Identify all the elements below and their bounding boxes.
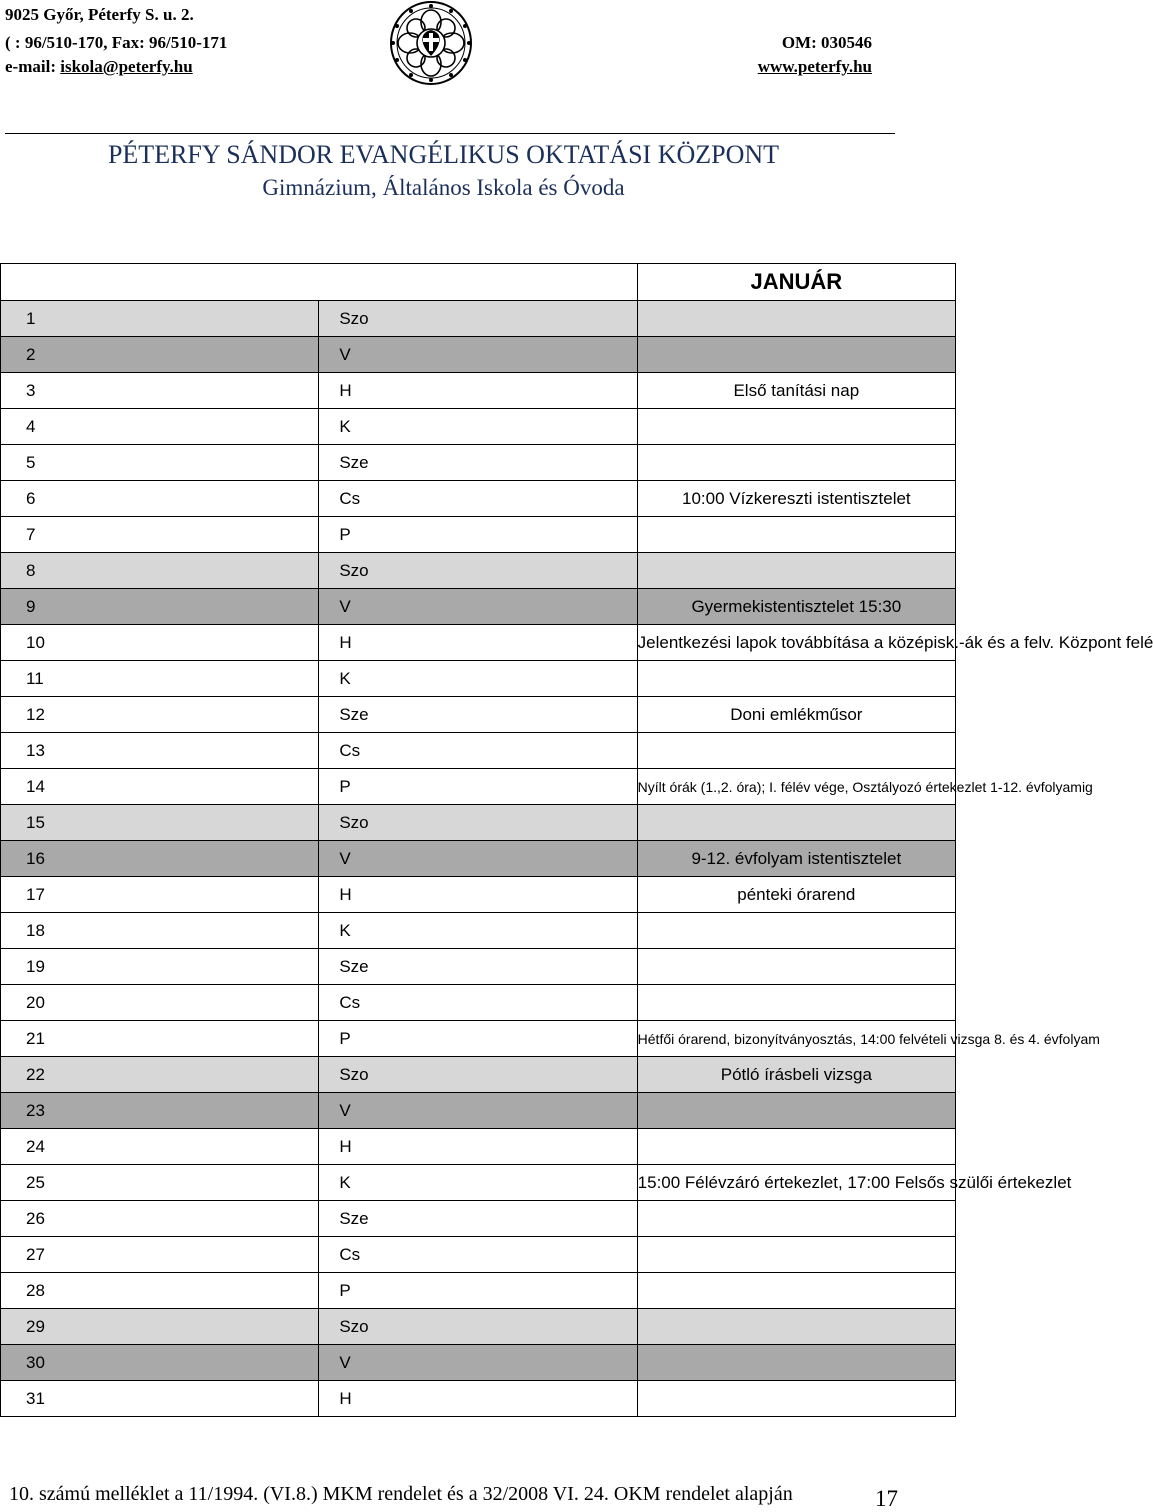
- day-number: 11: [1, 661, 319, 697]
- page-number: 17: [875, 1486, 898, 1511]
- weekday-label: Cs: [319, 481, 637, 517]
- event-text: [637, 1093, 955, 1129]
- table-row: [1, 1345, 956, 1381]
- event-text: [637, 553, 955, 589]
- table-row: [1, 1129, 956, 1165]
- table-row: [1, 1237, 956, 1273]
- day-number: 30: [1, 1345, 319, 1381]
- weekday-label: K: [319, 409, 637, 445]
- weekday-label: Szo: [319, 1057, 637, 1093]
- month-header-row: [1, 264, 956, 301]
- day-number: 23: [1, 1093, 319, 1129]
- day-number: 4: [1, 409, 319, 445]
- day-number: 29: [1, 1309, 319, 1345]
- weekday-label: K: [319, 661, 637, 697]
- day-number: 16: [1, 841, 319, 877]
- table-row: [1, 589, 956, 625]
- calendar-table: [0, 263, 1153, 1417]
- weekday-label: Sze: [319, 949, 637, 985]
- event-text: Első tanítási nap: [637, 373, 955, 409]
- weekday-label: H: [319, 1381, 637, 1417]
- weekday-label: Szo: [319, 805, 637, 841]
- email-label: e-mail:: [5, 57, 61, 76]
- weekday-label: V: [319, 1093, 637, 1129]
- event-text: [637, 1381, 955, 1417]
- weekday-label: H: [319, 1129, 637, 1165]
- table-row: [1, 373, 956, 409]
- table-row: [1, 1201, 956, 1237]
- table-row: [1, 445, 956, 481]
- month-title: JANUÁR: [637, 264, 955, 301]
- day-number: 22: [1, 1057, 319, 1093]
- table-row: [1, 985, 956, 1021]
- event-text: [637, 517, 955, 553]
- table-row: [1, 1273, 956, 1309]
- day-number: 27: [1, 1237, 319, 1273]
- event-text: 15:00 Félévzáró értekezlet, 17:00 Felsős szülői értekezlet: [637, 1165, 955, 1201]
- day-number: 15: [1, 805, 319, 841]
- table-row: [1, 805, 956, 841]
- day-number: 5: [1, 445, 319, 481]
- day-number: 17: [1, 877, 319, 913]
- day-number: 24: [1, 1129, 319, 1165]
- weekday-label: V: [319, 337, 637, 373]
- table-row: [1, 661, 956, 697]
- weekday-label: Cs: [319, 733, 637, 769]
- table-row: [1, 1309, 956, 1345]
- weekday-label: P: [319, 517, 637, 553]
- table-row: [1, 841, 956, 877]
- weekday-label: K: [319, 913, 637, 949]
- weekday-label: Szo: [319, 553, 637, 589]
- email-line: [5, 57, 193, 77]
- address: 9025 Győr, Péterfy S. u. 2.: [5, 5, 194, 24]
- event-text: [637, 805, 955, 841]
- event-text: [637, 1201, 955, 1237]
- weekday-label: V: [319, 589, 637, 625]
- table-row: [1, 1381, 956, 1417]
- lutheran-rose-seal-icon: [389, 0, 473, 86]
- weekday-label: P: [319, 1021, 637, 1057]
- month-header-blank: [1, 264, 638, 301]
- weekday-label: P: [319, 769, 637, 805]
- institution-subtitle: Gimnázium, Általános Iskola és Óvoda: [262, 175, 625, 200]
- event-text: Jelentkezési lapok továbbítása a középisk.-ák és a felv. Központ felé: [637, 625, 955, 661]
- table-row: [1, 1093, 956, 1129]
- day-number: 7: [1, 517, 319, 553]
- event-text: [637, 661, 955, 697]
- event-text: [637, 445, 955, 481]
- table-row: [1, 301, 956, 337]
- weekday-label: H: [319, 877, 637, 913]
- table-row: [1, 625, 956, 661]
- table-row: [1, 949, 956, 985]
- weekday-label: Cs: [319, 1237, 637, 1273]
- table-row: [1, 769, 956, 805]
- day-number: 26: [1, 1201, 319, 1237]
- weekday-label: Sze: [319, 697, 637, 733]
- day-number: 21: [1, 1021, 319, 1057]
- weekday-label: H: [319, 373, 637, 409]
- day-number: 1: [1, 301, 319, 337]
- weekday-label: V: [319, 841, 637, 877]
- event-text: Hétfői órarend, bizonyítványosztás, 14:00 felvételi vizsga 8. és 4. évfolyam: [637, 1021, 955, 1057]
- event-text: [637, 1273, 955, 1309]
- event-text: [637, 301, 955, 337]
- day-number: 13: [1, 733, 319, 769]
- table-row: [1, 913, 956, 949]
- day-number: 14: [1, 769, 319, 805]
- day-number: 6: [1, 481, 319, 517]
- website-link[interactable]: www.peterfy.hu: [757, 57, 872, 76]
- table-row: [1, 1165, 956, 1201]
- email-link[interactable]: iskola@peterfy.hu: [60, 57, 193, 76]
- day-number: 25: [1, 1165, 319, 1201]
- table-row: [1, 337, 956, 373]
- event-text: [637, 949, 955, 985]
- weekday-label: Sze: [319, 445, 637, 481]
- event-text: [637, 409, 955, 445]
- weekday-label: H: [319, 625, 637, 661]
- day-number: 8: [1, 553, 319, 589]
- weekday-label: V: [319, 1345, 637, 1381]
- table-row: [1, 481, 956, 517]
- event-text: 9-12. évfolyam istentisztelet: [637, 841, 955, 877]
- footer-note: 10. számú melléklet a 11/1994. (VI.8.) MKM rendelet és a 32/2008 VI. 24. OKM rendelet alapján: [9, 1483, 793, 1505]
- event-text: [637, 337, 955, 373]
- event-text: [637, 913, 955, 949]
- weekday-label: Szo: [319, 1309, 637, 1345]
- day-number: 12: [1, 697, 319, 733]
- day-number: 2: [1, 337, 319, 373]
- weekday-label: P: [319, 1273, 637, 1309]
- day-number: 10: [1, 625, 319, 661]
- event-text: [637, 1129, 955, 1165]
- institution-name: PÉTERFY SÁNDOR EVANGÉLIKUS OKTATÁSI KÖZPONT: [107, 140, 780, 169]
- table-row: [1, 409, 956, 445]
- event-text: [637, 985, 955, 1021]
- event-text: Nyílt órák (1.,2. óra); I. félév vége, Osztályozó értekezlet 1-12. évfolyamig: [637, 769, 955, 805]
- event-text: pénteki órarend: [637, 877, 955, 913]
- table-row: [1, 697, 956, 733]
- event-text: [637, 1345, 955, 1381]
- event-text: Gyermekistentisztelet 15:30: [637, 589, 955, 625]
- table-row: [1, 1057, 956, 1093]
- weekday-label: Cs: [319, 985, 637, 1021]
- event-text: [637, 1309, 955, 1345]
- day-number: 19: [1, 949, 319, 985]
- day-number: 20: [1, 985, 319, 1021]
- phone-fax: ( : 96/510-170, Fax: 96/510-171: [5, 33, 228, 52]
- weekday-label: K: [319, 1165, 637, 1201]
- event-text: Pótló írásbeli vizsga: [637, 1057, 955, 1093]
- table-row: [1, 733, 956, 769]
- day-number: 31: [1, 1381, 319, 1417]
- table-row: [1, 877, 956, 913]
- weekday-label: Szo: [319, 301, 637, 337]
- table-row: [1, 1021, 956, 1057]
- event-text: [637, 1237, 955, 1273]
- om-code: OM: 030546: [781, 33, 872, 52]
- day-number: 28: [1, 1273, 319, 1309]
- table-row: [1, 517, 956, 553]
- header-divider: [5, 133, 895, 134]
- event-text: [637, 733, 955, 769]
- day-number: 3: [1, 373, 319, 409]
- day-number: 18: [1, 913, 319, 949]
- weekday-label: Sze: [319, 1201, 637, 1237]
- table-row: [1, 553, 956, 589]
- event-text: Doni emlékműsor: [637, 697, 955, 733]
- day-number: 9: [1, 589, 319, 625]
- event-text: 10:00 Vízkereszti istentisztelet: [637, 481, 955, 517]
